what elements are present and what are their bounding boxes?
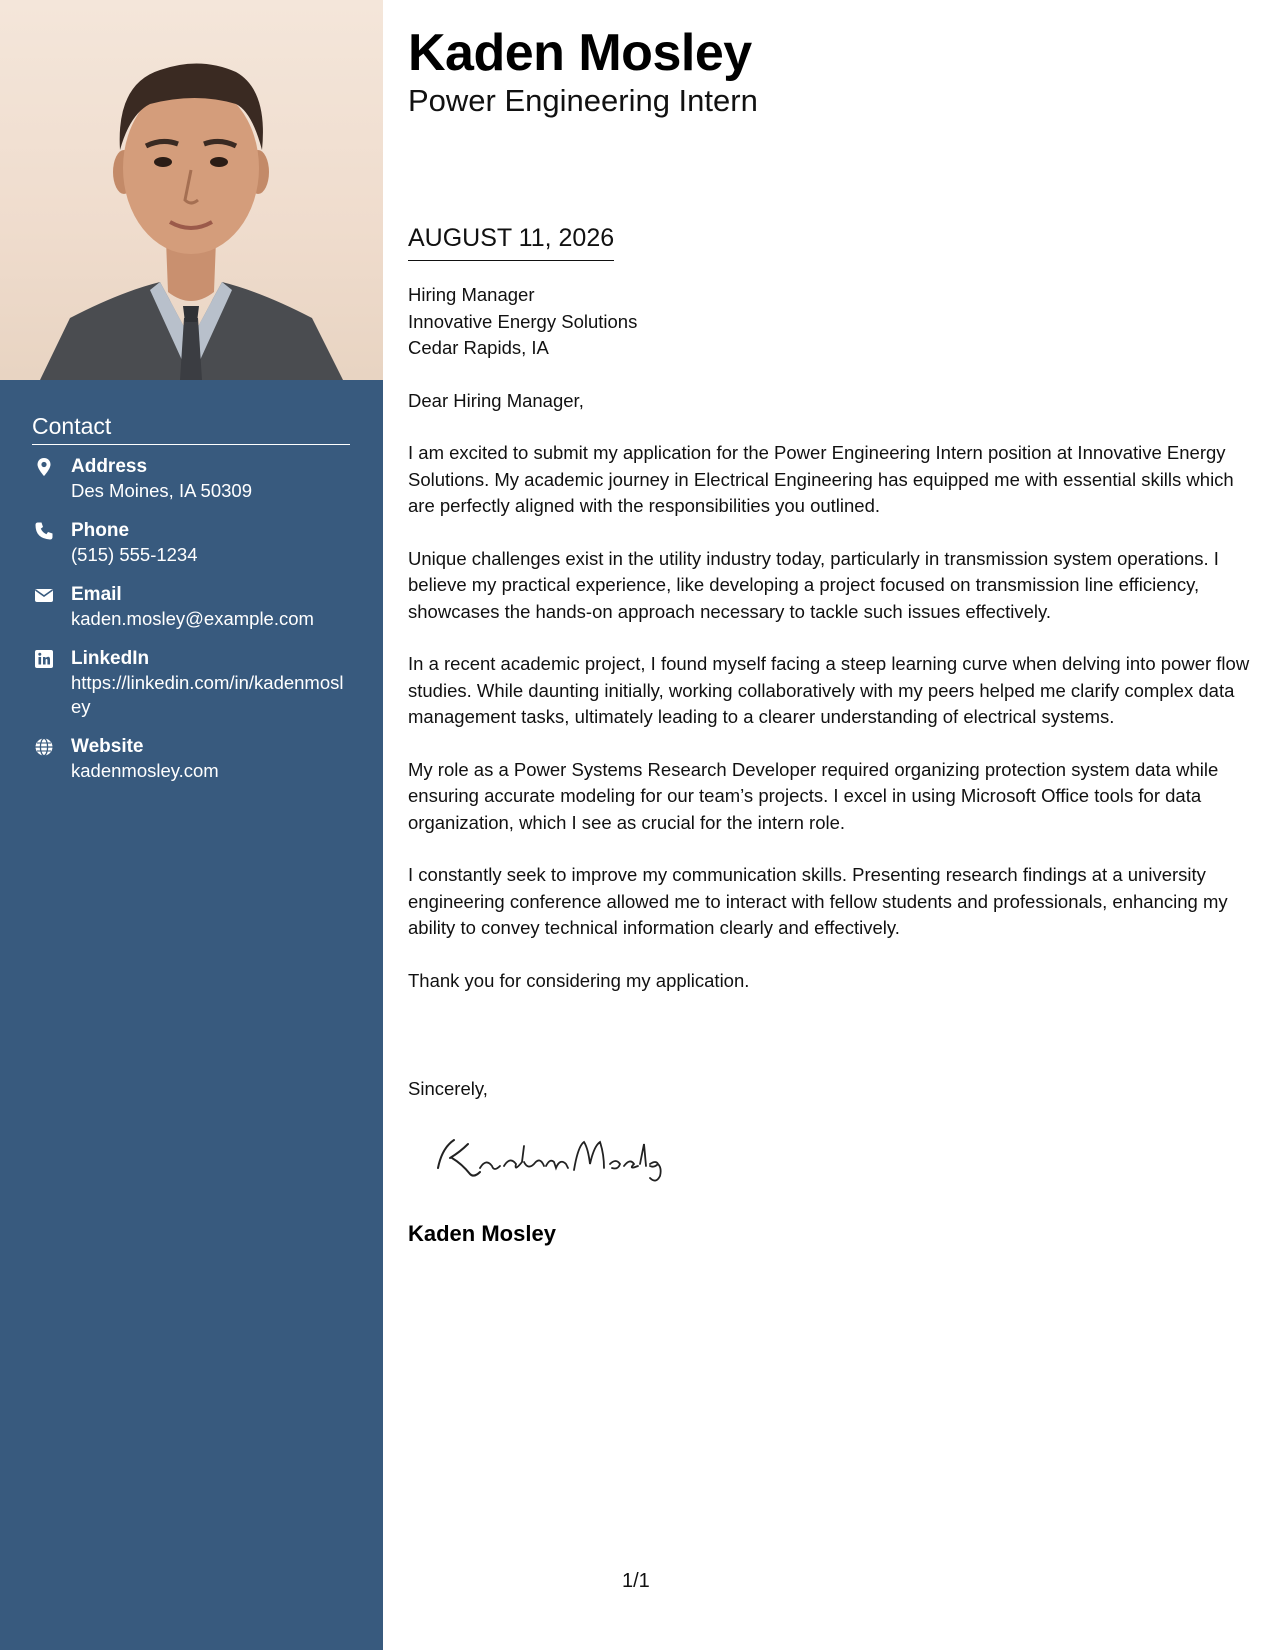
contact-heading: Contact xyxy=(32,412,350,445)
recipient-line: Hiring Manager xyxy=(408,284,535,305)
letter-text xyxy=(408,282,1253,1020)
envelope-icon xyxy=(34,585,54,605)
linkedin-value[interactable]: https://linkedin.com/in/kadenmosley xyxy=(71,672,344,717)
email-value[interactable]: kaden.mosley@example.com xyxy=(71,608,314,629)
closing: Sincerely, xyxy=(408,1078,488,1099)
contact-item-linkedin xyxy=(32,647,350,719)
paragraph: I constantly seek to improve my communication skills. Presenting research findings at a university engineering conference allowed me to interact with fellow students and professionals, enhancing my ability to convey technical information clearly and effectively. xyxy=(408,864,1228,938)
contact-item-phone xyxy=(32,519,350,567)
linkedin-icon xyxy=(34,649,54,669)
recipient-block xyxy=(408,282,1253,362)
phone-label: Phone xyxy=(71,520,130,541)
sidebar xyxy=(0,0,383,1650)
signer-name: Kaden Mosley xyxy=(408,1221,556,1246)
handwritten-signature xyxy=(424,1128,664,1188)
page-number: 1/1 xyxy=(622,1570,650,1592)
address-value: Des Moines, IA 50309 xyxy=(71,480,252,501)
address-label: Address xyxy=(71,456,148,477)
phone-value: (515) 555-1234 xyxy=(71,544,198,565)
recipient-line: Innovative Energy Solutions xyxy=(408,310,638,332)
website-label: Website xyxy=(71,736,144,757)
email-label: Email xyxy=(71,584,122,605)
globe-icon xyxy=(34,737,54,757)
phone-icon xyxy=(34,521,54,541)
recipient-line: Cedar Rapids, IA xyxy=(408,337,549,358)
profile-photo xyxy=(0,0,383,380)
contact-section xyxy=(32,412,350,799)
linkedin-label: LinkedIn xyxy=(71,648,150,669)
map-pin-icon xyxy=(34,457,54,477)
applicant-title: Power Engineering Intern xyxy=(408,83,758,118)
contact-item-address xyxy=(32,455,350,503)
salutation: Dear Hiring Manager, xyxy=(408,389,584,411)
paragraph: My role as a Power Systems Research Developer required organizing protection system data while ensuring accurate modeling for our team’s projects. I excel in using Microsoft Office tools for data organization, which I see as crucial for the intern role. xyxy=(408,758,1219,833)
paragraph: I am excited to submit my application for the Power Engineering Intern position at Innovative Energy Solutions. My academic journey in Electrical Engineering has equipped me with essential skills which are perfectly aligned with the responsibilities you outlined. xyxy=(408,442,1234,516)
paragraph: In a recent academic project, I found myself facing a steep learning curve when delving into power flow studies. While daunting initially, working collaboratively with my peers helped me clarify complex data management tasks, ultimately leading to a clearer understanding of electrical systems. xyxy=(408,653,1250,727)
paragraph: Unique challenges exist in the utility industry today, particularly in transmission system operations. I believe my practical experience, like developing a project focused on transmission line efficiency, showcases the hands-on approach necessary to tackle such issues effectively. xyxy=(408,547,1219,622)
contact-item-website xyxy=(32,735,350,783)
contact-item-email xyxy=(32,583,350,631)
paragraph: Thank you for considering my application. xyxy=(408,969,750,991)
letter-date: AUGUST 11, 2026 xyxy=(408,222,614,261)
applicant-name: Kaden Mosley xyxy=(408,24,752,82)
website-value[interactable]: kadenmosley.com xyxy=(71,760,219,781)
